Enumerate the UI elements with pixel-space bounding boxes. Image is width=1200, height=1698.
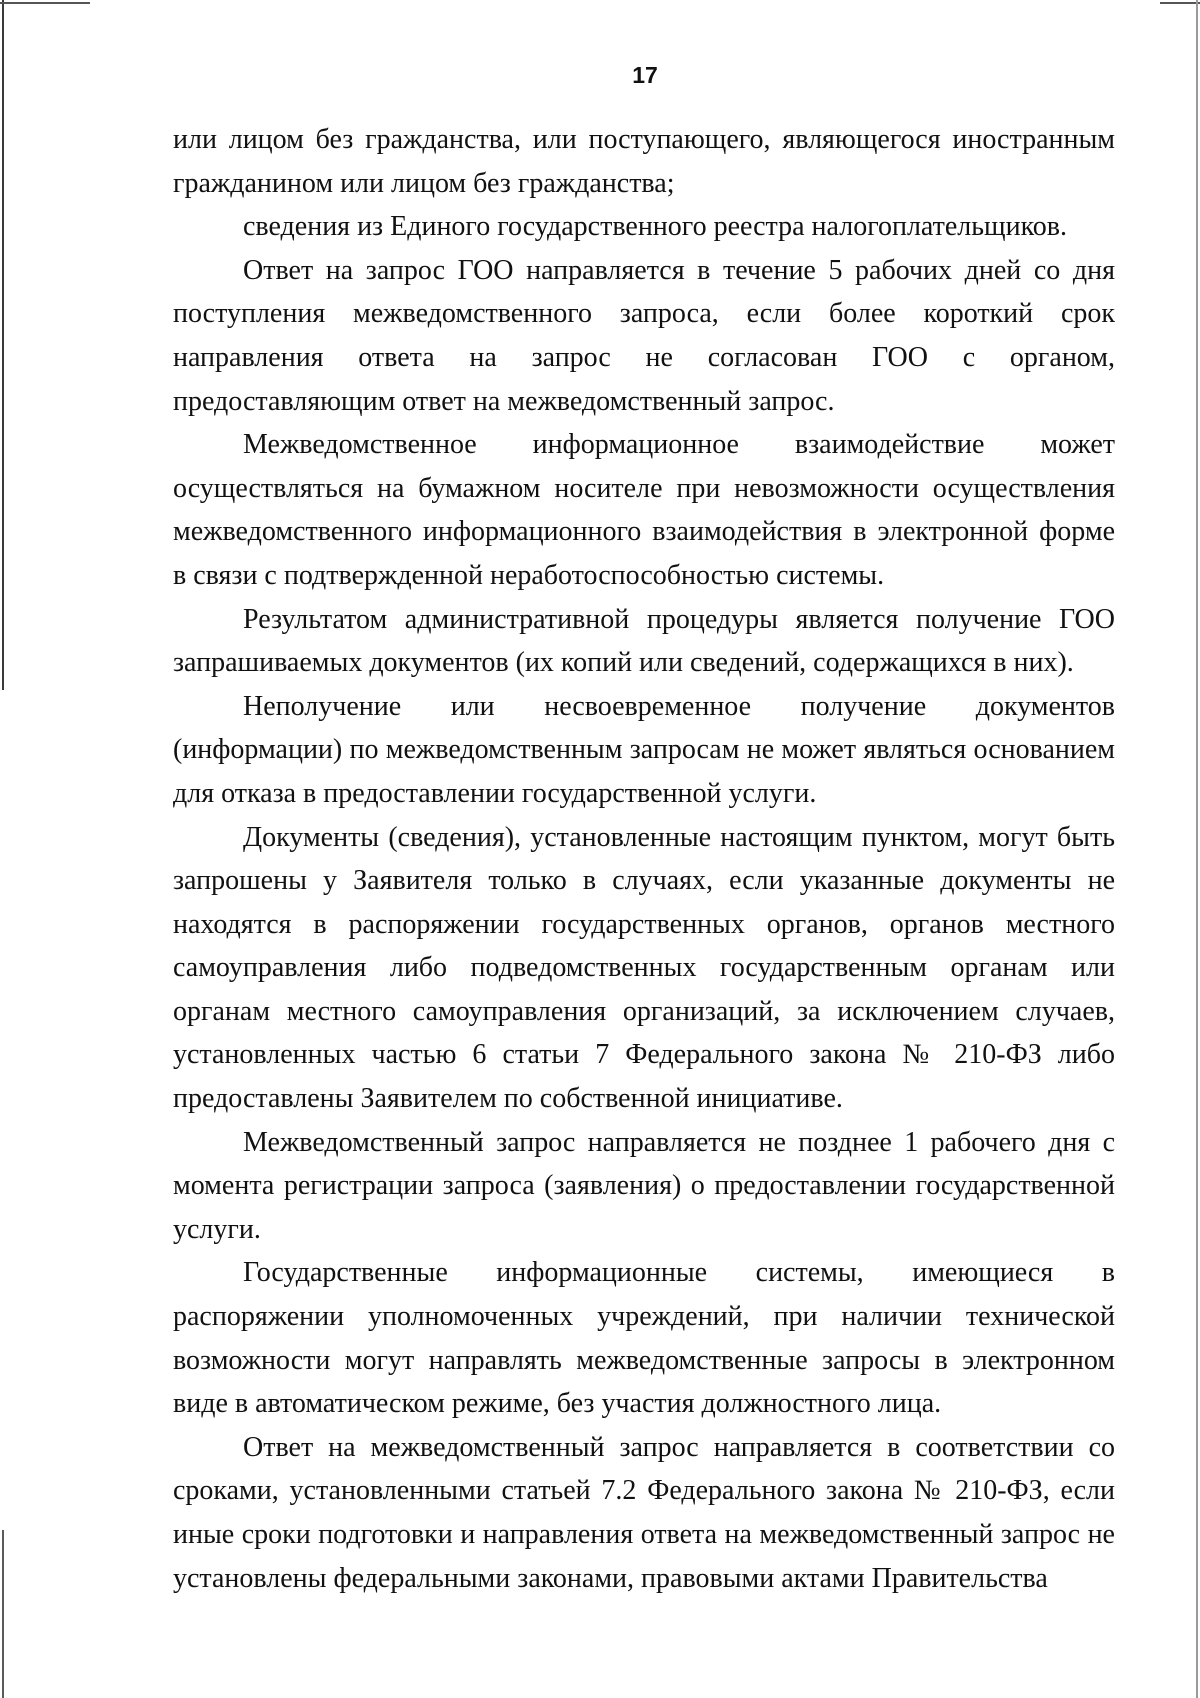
paragraph: Государственные информационные системы, имеющиеся в распоряжении уполномоченных учреждений, при наличии технической возможности могут направлять межведомственные запросы в электронном виде в автоматическом режиме, без участия должностного лица.: [173, 1257, 1115, 1420]
scan-left-edge: [2, 0, 4, 690]
scan-top-right-edge: [1160, 2, 1200, 4]
document-body: [173, 118, 1115, 1600]
paragraph: Межведомственное информационное взаимодействие может осуществляться на бумажном носителе при невозможности осуществления межведомственного информационного взаимодействия в электронной форме в связи с подтвержденной неработоспособностью системы.: [173, 429, 1115, 591]
scan-left-edge-lower: [2, 1530, 4, 1698]
scan-top-edge: [0, 2, 90, 4]
paragraph-continuation: или лицом без гражданства, или поступающего, являющегося иностранным гражданином или лицом без гражданства;: [173, 124, 1115, 199]
paragraph: Документы (сведения), установленные настоящим пунктом, могут быть запрошены у Заявителя только в случаях, если указанные документы не находятся в распоряжении государственных органов, органов местного самоуправления либо подведомственных государственным органам или органам местного самоуправления организаций, за исключением случаев, установленных частью 6 статьи 7 Федерального закона № 210-ФЗ либо предоставлены Заявителем по собственной инициативе.: [173, 821, 1115, 1115]
paragraph: Межведомственный запрос направляется не позднее 1 рабочего дня с момента регистрации запроса (заявления) о предоставлении государственной услуги.: [173, 1126, 1115, 1245]
paragraph: Ответ на запрос ГОО направляется в течение 5 рабочих дней со дня поступления межведомственного запроса, если более короткий срок направления ответа на запрос не согласован ГОО с органом, предоставляющим ответ на межведомственный запрос.: [173, 254, 1115, 417]
paragraph: Результатом административной процедуры является получение ГОО запрашиваемых документов (их копий или сведений, содержащихся в них).: [173, 603, 1115, 679]
page-number: 17: [632, 62, 658, 88]
scan-right-edge: [1196, 0, 1198, 1698]
paragraph: Неполучение или несвоевременное получение документов (информации) по межведомственным запросам не может являться основанием для отказа в предоставлении государственной услуги.: [173, 690, 1115, 809]
paragraph: сведения из Единого государственного реестра налогоплательщиков.: [243, 211, 1067, 243]
paragraph: Ответ на межведомственный запрос направляется в соответствии со сроками, установленными статьей 7.2 Федерального закона № 210-ФЗ, если иные сроки подготовки и направления ответа на межведомственный запрос не установлены федеральными законами, правовыми актами Правительства: [173, 1431, 1115, 1594]
